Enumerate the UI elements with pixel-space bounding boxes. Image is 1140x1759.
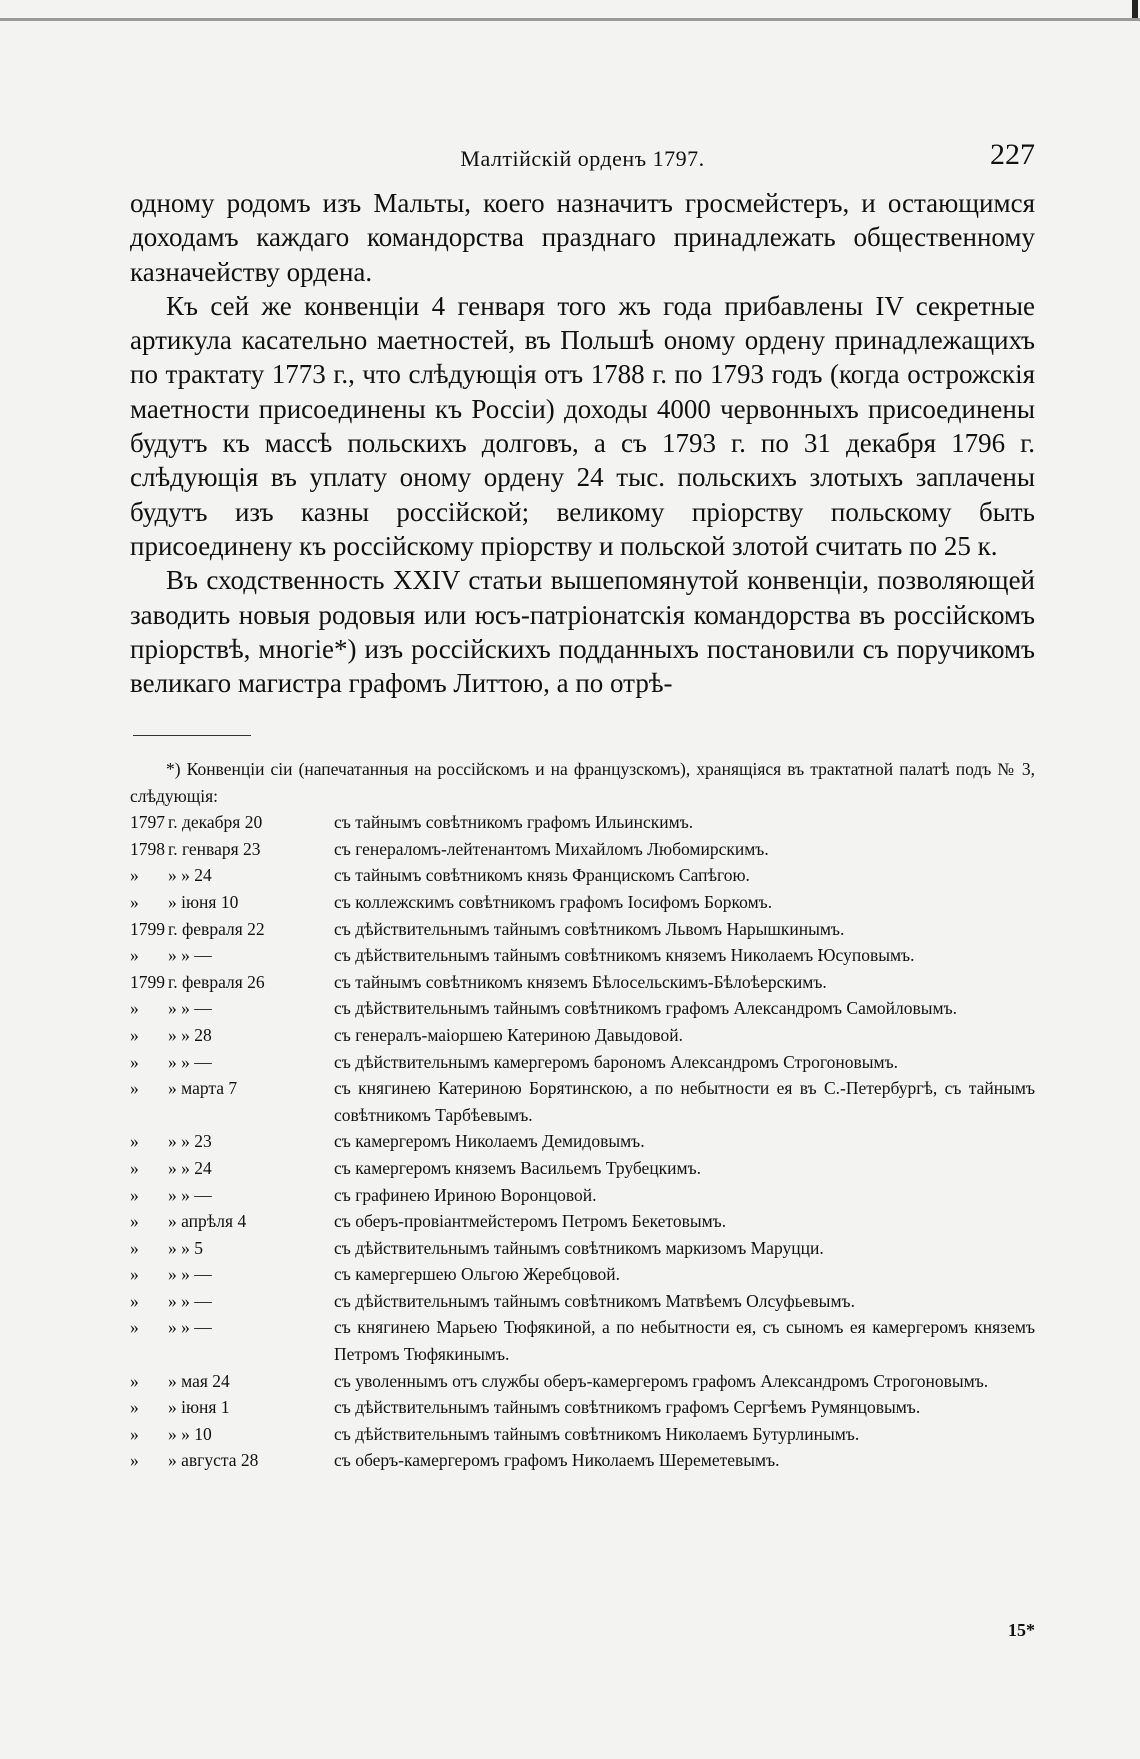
entry-year: » (130, 1290, 139, 1311)
entry-year: » (130, 1450, 139, 1471)
footnote-entry (130, 1394, 1035, 1421)
entry-date (130, 1182, 334, 1209)
entry-date (130, 969, 334, 996)
entry-month: » (168, 1290, 177, 1311)
entry-person: съ дѣйствительнымъ тайнымъ совѣтникомъ Львомъ Нарышкинымъ. (334, 918, 845, 939)
entry-month: » мая (168, 1370, 208, 1391)
entry-person: съ графинею Ириною Воронцовой. (334, 1184, 597, 1205)
entry-person: съ дѣйствительнымъ тайнымъ совѣтникомъ княземъ Николаемъ Юсуповымъ. (334, 945, 915, 966)
entry-year: » (130, 891, 139, 912)
entry-month: » (168, 1237, 177, 1258)
footnote-entry (130, 1128, 1035, 1155)
entry-day: » 10 (181, 1423, 212, 1444)
entry-person: съ княгинею Марьею Тюфякиной, а по небытности ея, съ сыномъ ея камергеромъ княземъ Петромъ Тюфякинымъ. (334, 1317, 1035, 1365)
entry-date (130, 1421, 334, 1448)
entry-year: » (130, 1237, 139, 1258)
entry-year: » (130, 1078, 139, 1099)
entry-date (130, 1128, 334, 1155)
entry-year: » (130, 1024, 139, 1045)
entry-month: » марта (168, 1078, 224, 1099)
footnote-entry (130, 1182, 1035, 1209)
entry-date (130, 1208, 334, 1235)
footnote-entry (130, 969, 1035, 996)
entry-date (130, 862, 334, 889)
entry-date (130, 1261, 334, 1288)
entry-month: » (168, 1264, 177, 1285)
entry-year: » (130, 1423, 139, 1444)
entry-person: съ уволеннымъ отъ службы оберъ-камергеромъ графомъ Александромъ Строгоновымъ. (334, 1370, 989, 1391)
entry-month: г. генваря (168, 838, 239, 859)
entry-year: » (130, 1397, 139, 1418)
footnote-entry (130, 809, 1035, 836)
entry-date (130, 1288, 334, 1315)
entry-person: съ камергеромъ Николаемъ Демидовымъ. (334, 1131, 645, 1152)
entry-person: съ оберъ-провіантмейстеромъ Петромъ Бекетовымъ. (334, 1211, 727, 1232)
footnote-entry (130, 995, 1035, 1022)
entry-day: » — (181, 945, 212, 966)
footnote-entry (130, 1261, 1035, 1288)
footnote-entry (130, 942, 1035, 969)
entry-month: » (168, 1423, 177, 1444)
entry-year: 1799 (130, 971, 165, 992)
entry-person: съ дѣйствительнымъ тайнымъ совѣтникомъ Матвѣемъ Олсуфьевымъ. (334, 1290, 855, 1311)
entry-year: » (130, 998, 139, 1019)
entry-day: 4 (237, 1211, 247, 1232)
entry-year: » (130, 1370, 139, 1391)
entry-person: съ дѣйствительнымъ тайнымъ совѣтникомъ графомъ Александромъ Самойловымъ. (334, 998, 958, 1019)
entry-date (130, 1447, 334, 1474)
entry-month: » іюня (168, 1397, 217, 1418)
entry-person: съ тайнымъ совѣтникомъ графомъ Ильинскимъ. (334, 812, 694, 833)
entry-month: г. февраля (168, 971, 243, 992)
entry-date (130, 916, 334, 943)
running-head (130, 138, 1035, 178)
entry-day: 28 (240, 1450, 259, 1471)
entry-date (130, 1075, 334, 1128)
entry-year: » (130, 1051, 139, 1072)
entry-person: съ тайнымъ совѣтникомъ княземъ Бѣлосельскимъ-Бѣлоѣерскимъ. (334, 971, 827, 992)
running-title: Малтійскій орденъ 1797. (460, 146, 705, 171)
entry-day: 23 (243, 838, 261, 859)
entry-person: съ тайнымъ совѣтникомъ князь Францискомъ Сапѣгою. (334, 865, 750, 886)
entry-day: » — (181, 1264, 212, 1285)
entry-month: » (168, 1184, 177, 1205)
footnote-entry (130, 889, 1035, 916)
entry-person: съ генераломъ-лейтенантомъ Михайломъ Любомирскимъ. (334, 838, 769, 859)
entry-day: » — (181, 1184, 212, 1205)
entry-month: » апрѣля (168, 1211, 234, 1232)
entry-day: » — (181, 998, 212, 1019)
footnote-rule (133, 735, 251, 736)
entry-person: съ дѣйствительнымъ тайнымъ совѣтникомъ графомъ Сергѣемъ Румянцовымъ. (334, 1397, 921, 1418)
entry-month: » іюня (168, 891, 217, 912)
entry-month: » (168, 1317, 177, 1338)
entry-year: » (130, 865, 139, 886)
entry-date (130, 1049, 334, 1076)
entry-person: съ коллежскимъ совѣтникомъ графомъ Іосифомъ Боркомъ. (334, 891, 773, 912)
footnote-entry (130, 1314, 1035, 1367)
entry-day: 20 (244, 812, 263, 833)
entry-day: 24 (212, 1370, 230, 1391)
entry-person: съ камергершею Ольгою Жеребцовой. (334, 1264, 620, 1285)
entry-month: » (168, 1157, 177, 1178)
footnote-entry (130, 1022, 1035, 1049)
footnote-entry (130, 1049, 1035, 1076)
entry-date (130, 995, 334, 1022)
footnote (130, 756, 1035, 1474)
entry-person: съ дѣйствительнымъ тайнымъ совѣтникомъ Николаемъ Бутурлинымъ. (334, 1423, 860, 1444)
entry-year: » (130, 1184, 139, 1205)
paragraph: одному родомъ изъ Мальты, коего назначитъ гросмейстеръ, и остающимся доходамъ каждаго командорства празднаго принадлежать общественному казначейству ордена. (130, 188, 1035, 287)
scan-edge-mark (1132, 0, 1138, 18)
entry-date (130, 1314, 334, 1367)
entry-person: съ оберъ-камергеромъ графомъ Николаемъ Шереметевымъ. (334, 1450, 780, 1471)
entry-day: » 28 (181, 1024, 212, 1045)
main-text (130, 186, 1035, 700)
entry-year: 1797 (130, 812, 165, 833)
entry-person: съ камергеромъ княземъ Васильемъ Трубецкимъ. (334, 1157, 702, 1178)
entry-day: 26 (247, 971, 265, 992)
entry-month: » (168, 865, 177, 886)
entry-year: » (130, 1264, 139, 1285)
footnote-entry (130, 1447, 1035, 1474)
entry-day: 10 (220, 891, 239, 912)
entry-year: » (130, 1157, 139, 1178)
entry-day: » 23 (181, 1131, 212, 1152)
entry-month: » (168, 998, 177, 1019)
footnote-entry (130, 836, 1035, 863)
entry-day: » — (181, 1317, 212, 1338)
entry-day: 1 (220, 1397, 230, 1418)
entry-date (130, 1155, 334, 1182)
footnote-entry (130, 862, 1035, 889)
entry-day: 7 (228, 1078, 238, 1099)
entry-year: » (130, 945, 139, 966)
entry-year: 1799 (130, 918, 165, 939)
entry-person: съ генералъ-маіоршею Катериною Давыдовой. (334, 1024, 683, 1045)
paragraph: Въ сходственность XXIV статьи вышепомянутой конвенціи, позволяющей заводить новыя родовыя или юсъ-патріонатскія командорства въ россійскомъ пріорствѣ, многіе*) изъ россійскихъ подданныхъ постановили съ поручикомъ великаго магистра графомъ Литтою, а по отрѣ- (130, 565, 1035, 699)
footnote-entries (130, 809, 1035, 1474)
paragraph: Къ сей же конвенціи 4 генваря того жъ года прибавлены IV секретные артикула касательно маетностей, въ Польшѣ оному ордену принадлежащихъ по трактату 1773 г., что слѣдующія отъ 1788 г. по 1793 годъ (когда острожскія маетности присоединены къ Россіи) доходы 4000 червонныхъ присоединены будутъ къ массѣ польскихъ долговъ, а съ 1793 г. по 31 декабря 1796 г. слѣдующія въ уплату оному ордену 24 тыс. польскихъ злотыхъ заплачены будутъ изъ казны россійской; великому пріорству польскому быть присоединену къ россійскому пріорству и польской злотой считать по 25 к. (130, 290, 1035, 561)
entry-person: съ дѣйствительнымъ тайнымъ совѣтникомъ маркизомъ Маруцци. (334, 1237, 824, 1258)
entry-person: съ княгинею Катериною Борятинскою, а по небытности ея въ С.-Петербургѣ, съ тайнымъ совѣтникомъ Тарбѣевымъ. (334, 1078, 1035, 1125)
entry-month: » (168, 1051, 177, 1072)
entry-day: » — (181, 1290, 212, 1311)
entry-year: » (130, 1317, 139, 1338)
entry-month: г. декабря (168, 812, 241, 833)
entry-year: » (130, 1211, 139, 1232)
footnote-entry (130, 1075, 1035, 1128)
entry-year: 1798 (130, 838, 165, 859)
entry-month: » (168, 1131, 177, 1152)
signature-mark: 15* (1008, 1620, 1035, 1640)
footnote-entry (130, 1288, 1035, 1315)
footnote-entry (130, 1368, 1035, 1395)
footnote-entry (130, 1208, 1035, 1235)
entry-day: » — (181, 1051, 212, 1072)
entry-day: » 24 (181, 1157, 212, 1178)
footnote-entry (130, 1235, 1035, 1262)
entry-year: » (130, 1131, 139, 1152)
footnote-entry (130, 1155, 1035, 1182)
entry-month: г. февраля (168, 918, 243, 939)
entry-month: » (168, 1024, 177, 1045)
entry-person: съ дѣйствительнымъ камергеромъ барономъ Александромъ Строгоновымъ. (334, 1051, 898, 1072)
entry-date (130, 889, 334, 916)
entry-date (130, 942, 334, 969)
entry-day: » 24 (181, 865, 212, 886)
entry-date (130, 1022, 334, 1049)
entry-day: 22 (247, 918, 265, 939)
entry-day: » 5 (181, 1237, 203, 1258)
entry-date (130, 1368, 334, 1395)
entry-month: » августа (168, 1450, 237, 1471)
entry-month: » (168, 945, 177, 966)
footnote-intro: *) Конвенціи сіи (напечатанныя на россійскомъ и на французскомъ), хранящіяся въ трактатной палатѣ подъ № 3, слѣдующія: (130, 759, 1035, 806)
entry-date (130, 836, 334, 863)
footnote-entry (130, 1421, 1035, 1448)
entry-date (130, 1394, 334, 1421)
page-number: 227 (990, 138, 1035, 171)
footnote-entry (130, 916, 1035, 943)
entry-date (130, 1235, 334, 1262)
scan-top-border (0, 18, 1140, 21)
entry-date (130, 809, 334, 836)
